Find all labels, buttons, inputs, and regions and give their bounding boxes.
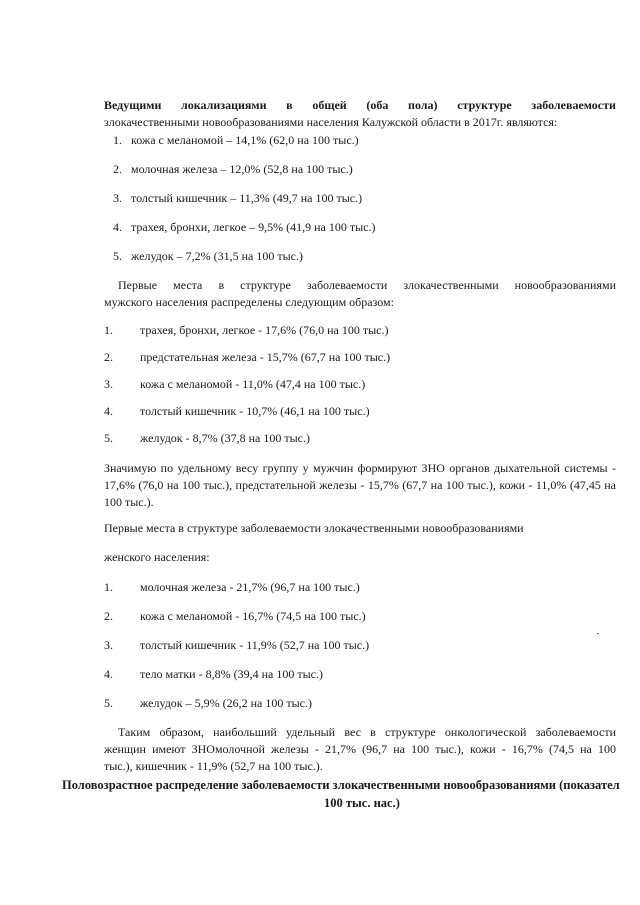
list-text: кожа с меланомой - 11,0% (47,4 на 100 тыс.)	[140, 377, 366, 391]
list-text: желудок – 7,2% (31,5 на 100 тыс.)	[131, 249, 303, 263]
list-item	[113, 162, 353, 177]
list-text: предстательная железа - 15,7% (67,7 на 100 тыс.)	[140, 350, 391, 364]
intro-word: структуре	[457, 98, 512, 112]
list-text: желудок - 8,7% (37,8 на 100 тыс.)	[140, 431, 310, 445]
section-heading-line: 100 тыс. нас.)	[324, 796, 400, 810]
female-intro-line: Первые места в структуре заболеваемости злокачественными новообразованиями	[104, 521, 524, 535]
list-number: 2.	[104, 609, 113, 623]
intro-word: локализациями	[181, 98, 267, 112]
list-text: кожа с меланомой - 16,7% (74,5 на 100 тыс.)	[140, 609, 366, 623]
intro-word: Ведущими	[104, 98, 162, 112]
section-heading	[62, 776, 640, 810]
female-summary-line: женщин имеют ЗНОмолочной железы - 21,7% (96,7 на 100 тыс.), кожи - 16,7% (74,5 на 100	[104, 742, 616, 756]
list-text: молочная железа - 21,7% (96,7 на 100 тыс.)	[140, 580, 360, 594]
list-text: трахея, бронхи, легкое - 17,6% (76,0 на 100 тыс.)	[140, 323, 389, 337]
list-text: желудок – 5,9% (26,2 на 100 тыс.)	[140, 696, 312, 710]
male-summary-paragraph: Значимую по удельному весу группу у мужчин формируют ЗНО органов дыхательной системы - 17,6% (76,0 на 100 тыс.), предстательной железы - 15,7% (67,7 на 100 тыс.), кожи - 11,0% (47,45 на 100 тыс.).	[104, 461, 616, 509]
list-number: 1.	[104, 580, 113, 594]
list-text: толстый кишечник - 10,7% (46,1 на 100 тыс.)	[140, 404, 370, 418]
intro-second-line: злокачественными новообразованиями населения Калужской области в 2017г. являются:	[104, 115, 558, 129]
list-number: 3.	[104, 638, 113, 652]
list-item	[113, 191, 362, 206]
intro-word: общей	[312, 98, 347, 112]
intro-bold-line	[104, 97, 616, 114]
male-intro-paragraph	[104, 277, 616, 311]
list-number: 4.	[113, 220, 122, 234]
list-number: 5.	[104, 696, 113, 710]
list-number: 2.	[104, 350, 113, 364]
intro-word: (оба	[366, 98, 389, 112]
male-intro-line: Первые места в структуре заболеваемости злокачественными новообразованиями	[118, 278, 616, 292]
list-item	[113, 249, 303, 264]
female-summary-line: Таким образом, наибольший удельный вес в структуре онкологической заболеваемости	[118, 725, 616, 739]
female-intro-line: женского населения:	[104, 550, 210, 564]
list-number: 3.	[104, 377, 113, 391]
list-item	[113, 220, 376, 235]
intro-word: в	[286, 98, 293, 112]
list-text: трахея, бронхи, легкое – 9,5% (41,9 на 100 тыс.)	[131, 220, 376, 234]
intro-word: пола)	[408, 98, 438, 112]
list-number: 4.	[104, 404, 113, 418]
list-text: молочная железа – 12,0% (52,8 на 100 тыс.)	[131, 162, 353, 176]
list-number: 1.	[104, 323, 113, 337]
female-summary-paragraph	[104, 724, 616, 775]
intro-word: заболеваемости	[531, 98, 616, 112]
list-number: 5.	[104, 431, 113, 445]
male-intro-line: мужского населения распределены следующим образом:	[104, 295, 394, 309]
section-heading-line: Половозрастное распределение заболеваемости злокачественными новообразованиями (показател	[62, 778, 620, 792]
list-number: 4.	[104, 667, 113, 681]
list-item	[113, 133, 359, 148]
list-text: толстый кишечник – 11,3% (49,7 на 100 тыс.)	[131, 191, 363, 205]
scan-speck	[597, 633, 599, 634]
list-text: толстый кишечник - 11,9% (52,7 на 100 тыс.)	[140, 638, 370, 652]
list-number: 3.	[113, 191, 122, 205]
intro-paragraph	[104, 97, 616, 131]
list-text: кожа с меланомой – 14,1% (62,0 на 100 тыс.)	[131, 133, 359, 147]
list-number: 5.	[113, 249, 122, 263]
female-summary-line: тыс.), кишечник - 11,9% (52,7 на 100 тыс.).	[104, 759, 323, 773]
list-number: 2.	[113, 162, 122, 176]
list-text: тело матки - 8,8% (39,4 на 100 тыс.)	[140, 667, 323, 681]
list-number: 1.	[113, 133, 122, 147]
